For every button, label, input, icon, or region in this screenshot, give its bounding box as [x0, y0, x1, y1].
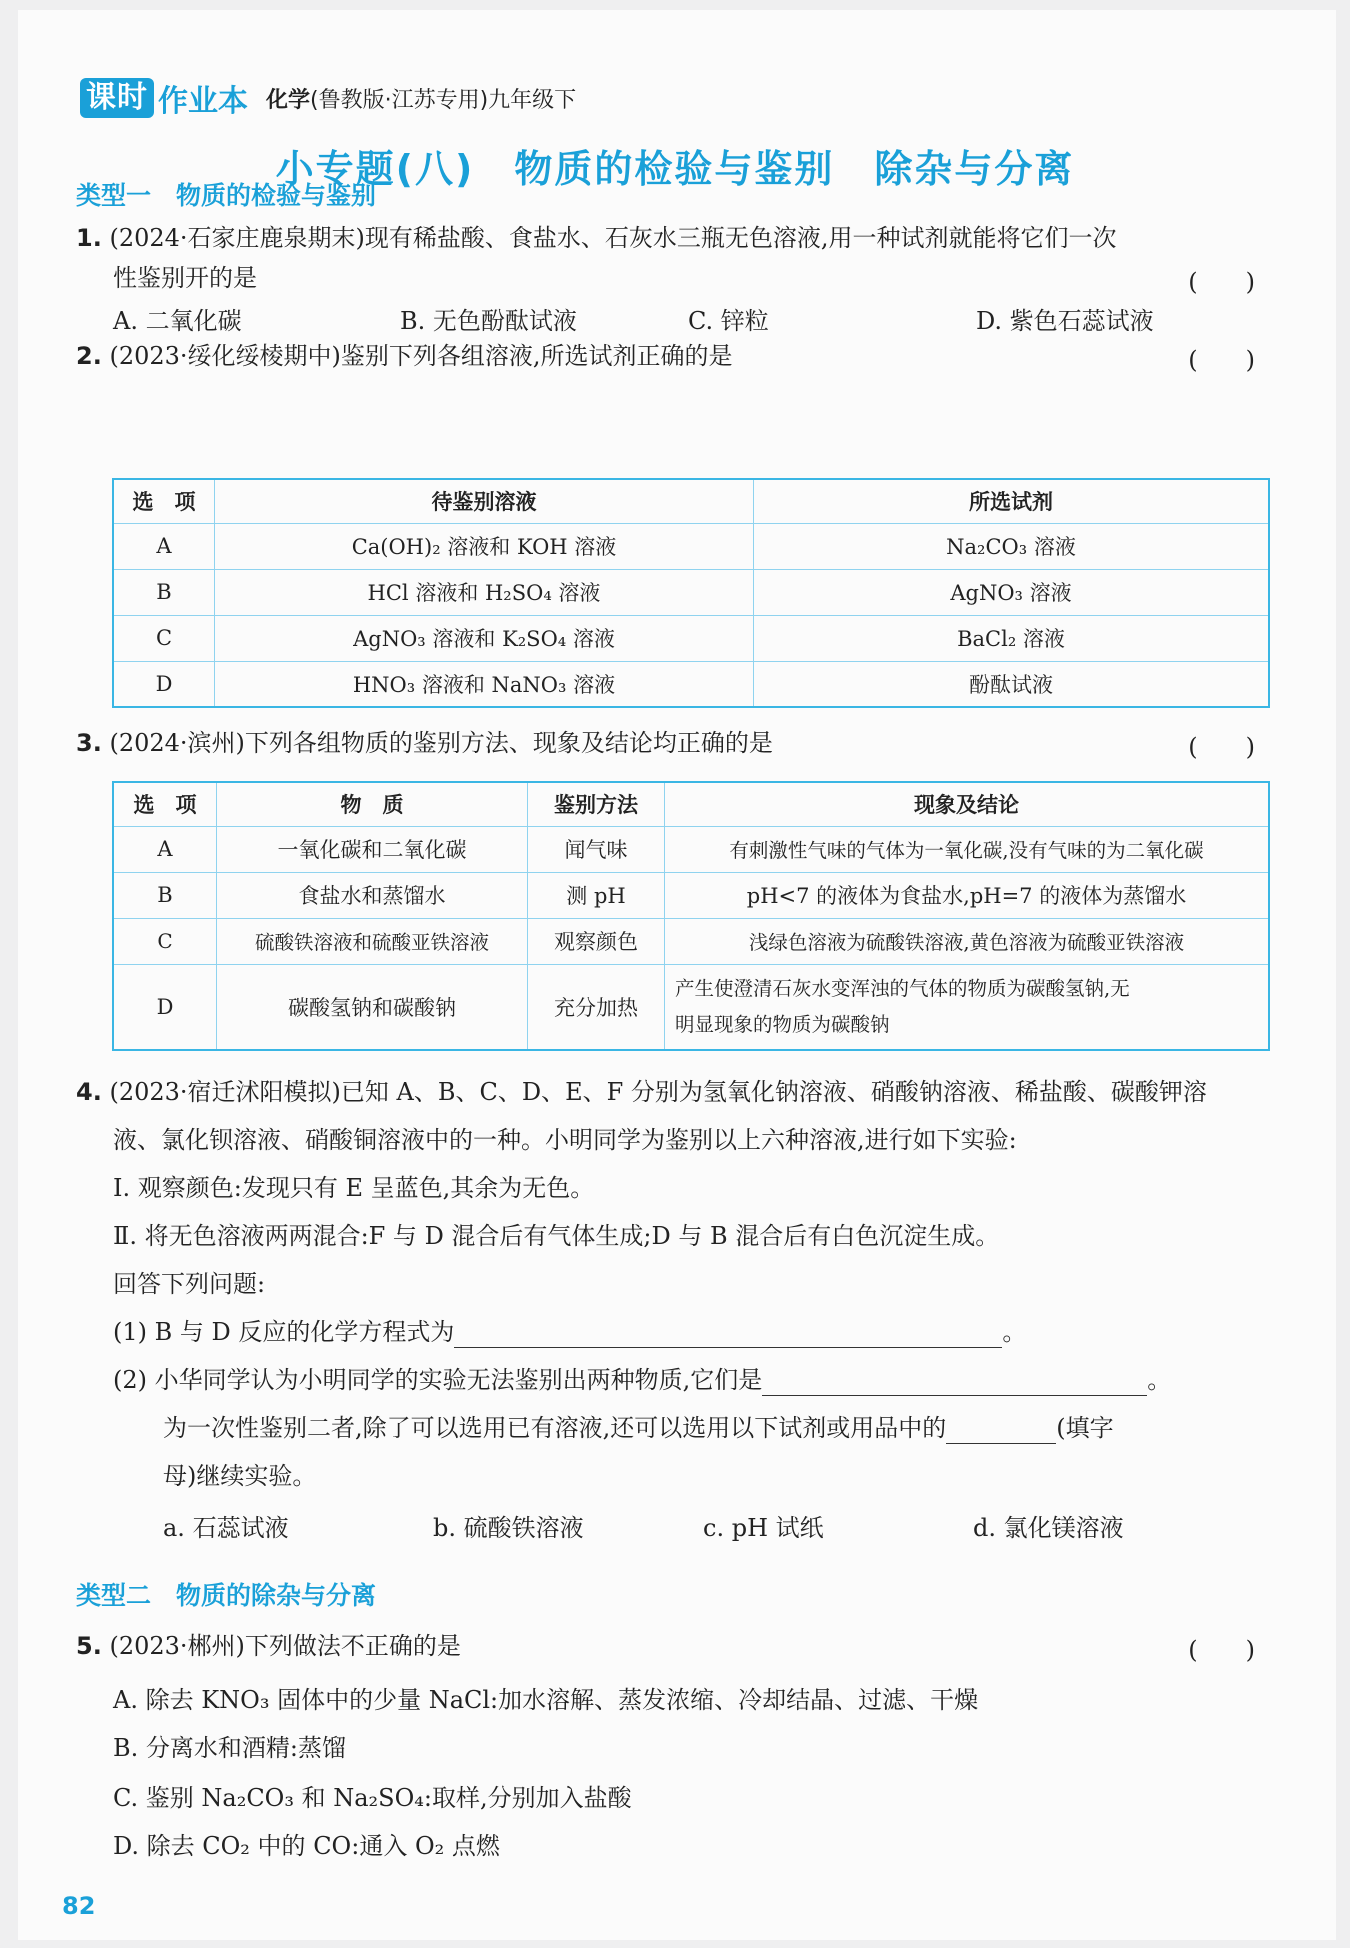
q3-table-header — [113, 782, 1269, 826]
q2-cell: C — [113, 615, 215, 661]
q4-sub2a-blank[interactable] — [762, 1369, 1147, 1396]
q1-number: 1. — [76, 224, 102, 252]
q2-table — [112, 478, 1270, 708]
q4-line1 — [76, 1076, 1207, 1108]
subject: 化学 — [266, 87, 311, 113]
q3-cell: 一氧化碳和二氧化碳 — [217, 826, 528, 872]
q4-sub2a-text: (2) 小华同学认为小明同学的实验无法鉴别出两种物质,它们是 — [113, 1366, 763, 1394]
q3-cell: 观察颜色 — [528, 918, 665, 964]
q3-cell: B — [113, 872, 217, 918]
q3-table — [112, 781, 1270, 1051]
header-brand — [80, 78, 576, 118]
section-one-heading: 类型一 物质的检验与鉴别 — [76, 181, 377, 210]
q5-option-d: D. 除去 CO₂ 中的 CO:通入 O₂ 点燃 — [113, 1832, 500, 1860]
q4-sub2b-blank[interactable] — [946, 1417, 1056, 1444]
q3-cell: 硫酸铁溶液和硫酸亚铁溶液 — [217, 918, 528, 964]
q3-text: (2024·滨州)下列各组物质的鉴别方法、现象及结论均正确的是 — [109, 729, 773, 757]
q3-d-line1: 产生使澄清石灰水变浑浊的气体的物质为碳酸氢钠,无 — [675, 976, 1130, 1000]
q4-number: 4. — [76, 1078, 102, 1106]
q4-option-b: b. 硫酸铁溶液 — [433, 1514, 584, 1542]
q1-answer-paren: ( ) — [1188, 268, 1255, 296]
q3-cell: 浅绿色溶液为硫酸铁溶液,黄色溶液为硫酸亚铁溶液 — [665, 918, 1270, 964]
brand-badge: 课时 — [80, 78, 154, 118]
q3-cell: 有刺激性气味的气体为一氧化碳,没有气味的为二氧化碳 — [665, 826, 1270, 872]
q3-th-method: 鉴别方法 — [528, 782, 665, 826]
q2-cell: A — [113, 523, 215, 569]
q5-option-a: A. 除去 KNO₃ 固体中的少量 NaCl:加水溶解、蒸发浓缩、冷却结晶、过滤、干燥 — [113, 1686, 979, 1714]
q3-cell: D — [113, 964, 217, 1050]
section-two-heading: 类型二 物质的除杂与分离 — [76, 1581, 377, 1610]
q2-cell: AgNO₃ 溶液和 K₂SO₄ 溶液 — [215, 615, 754, 661]
q4-text1: (2023·宿迁沭阳模拟)已知 A、B、C、D、E、F 分别为氢氧化钠溶液、硝酸钠溶液、稀盐酸、碳酸钾溶 — [109, 1078, 1207, 1106]
q4-sub1-blank[interactable] — [454, 1321, 1002, 1348]
table-row — [113, 569, 1269, 615]
q2-cell: BaCl₂ 溶液 — [754, 615, 1270, 661]
q4-sub2b — [163, 1412, 1114, 1444]
q2-cell: Ca(OH)₂ 溶液和 KOH 溶液 — [215, 523, 754, 569]
q3-number: 3. — [76, 729, 102, 757]
q2-cell: D — [113, 661, 215, 707]
q5-number: 5. — [76, 1632, 102, 1660]
q2-th-option: 选 项 — [113, 479, 215, 523]
page-number: 82 — [62, 1892, 96, 1920]
q3-th-conclusion: 现象及结论 — [665, 782, 1270, 826]
table-row — [113, 872, 1269, 918]
q2-cell: Na₂CO₃ 溶液 — [754, 523, 1270, 569]
table-row — [113, 615, 1269, 661]
q2-th-reagent: 所选试剂 — [754, 479, 1270, 523]
q4-sub2b-tail: (填字 — [1056, 1414, 1114, 1442]
q2-cell: 酚酞试液 — [754, 661, 1270, 707]
q4-prompt: 回答下列问题: — [113, 1270, 266, 1298]
q2-th-solutions: 待鉴别溶液 — [215, 479, 754, 523]
table-row — [113, 826, 1269, 872]
edition: (鲁教版·江苏专用)九年级下 — [310, 87, 577, 113]
q3-th-option: 选 项 — [113, 782, 217, 826]
table-row — [113, 964, 1269, 1050]
q1-option-a: A. 二氧化碳 — [113, 307, 242, 335]
q1-option-c: C. 锌粒 — [688, 307, 769, 335]
page-title: 小专题(八) 物质的检验与鉴别 除杂与分离 — [275, 147, 1075, 191]
table-row — [113, 661, 1269, 707]
q4-sub1-period: 。 — [1002, 1318, 1027, 1346]
q3-cell: pH<7 的液体为食盐水,pH=7 的液体为蒸馏水 — [665, 872, 1270, 918]
q1-option-d: D. 紫色石蕊试液 — [976, 307, 1154, 335]
q4-step1: Ⅰ. 观察颜色:发现只有 E 呈蓝色,其余为无色。 — [113, 1174, 595, 1202]
q4-option-c: c. pH 试纸 — [703, 1514, 824, 1542]
q4-sub1 — [113, 1316, 1026, 1348]
q4-sub2b-text: 为一次性鉴别二者,除了可以选用已有溶液,还可以选用以下试剂或用品中的 — [163, 1414, 947, 1442]
q4-sub2c: 母)继续实验。 — [163, 1462, 317, 1490]
q3-cell: 测 pH — [528, 872, 665, 918]
q4-line2: 液、氯化钡溶液、硝酸铜溶液中的一种。小明同学为鉴别以上六种溶液,进行如下实验: — [113, 1126, 1017, 1154]
q4-step2: Ⅱ. 将无色溶液两两混合:F 与 D 混合后有气体生成;D 与 B 混合后有白色沉淀生成。 — [113, 1222, 1000, 1250]
q3-cell: 充分加热 — [528, 964, 665, 1050]
q3-line — [76, 727, 773, 759]
q5-option-b: B. 分离水和酒精:蒸馏 — [113, 1734, 346, 1762]
q2-cell: HNO₃ 溶液和 NaNO₃ 溶液 — [215, 661, 754, 707]
q4-option-d: d. 氯化镁溶液 — [973, 1514, 1124, 1542]
q2-answer-paren: ( ) — [1188, 346, 1255, 374]
q2-cell: B — [113, 569, 215, 615]
table-row — [113, 523, 1269, 569]
q3-cell: C — [113, 918, 217, 964]
q2-line — [76, 340, 733, 372]
q2-table-header — [113, 479, 1269, 523]
q1-text1: (2024·石家庄鹿泉期末)现有稀盐酸、食盐水、石灰水三瓶无色溶液,用一种试剂就能将它们一次 — [109, 224, 1117, 252]
q3-cell: 食盐水和蒸馏水 — [217, 872, 528, 918]
q2-cell: AgNO₃ 溶液 — [754, 569, 1270, 615]
q5-option-c: C. 鉴别 Na₂CO₃ 和 Na₂SO₄:取样,分别加入盐酸 — [113, 1784, 632, 1812]
q1-line1 — [76, 222, 1117, 254]
header-subtitle — [266, 83, 576, 114]
q3-cell: A — [113, 826, 217, 872]
q5-answer-paren: ( ) — [1188, 1636, 1255, 1664]
q3-cell: 闻气味 — [528, 826, 665, 872]
q4-sub2a — [113, 1364, 1171, 1396]
q2-cell: HCl 溶液和 H₂SO₄ 溶液 — [215, 569, 754, 615]
q2-text: (2023·绥化绥棱期中)鉴别下列各组溶液,所选试剂正确的是 — [109, 342, 733, 370]
q5-text: (2023·郴州)下列做法不正确的是 — [109, 1632, 461, 1660]
q1-line2: 性鉴别开的是 — [113, 264, 257, 292]
q1-option-b: B. 无色酚酞试液 — [400, 307, 577, 335]
q2-number: 2. — [76, 342, 102, 370]
q3-d-line2: 明显现象的物质为碳酸钠 — [675, 1012, 890, 1036]
q3-cell — [665, 964, 1270, 1050]
q3-answer-paren: ( ) — [1188, 733, 1255, 761]
brand-text: 作业本 — [158, 84, 248, 119]
table-row — [113, 918, 1269, 964]
q4-option-a: a. 石蕊试液 — [163, 1514, 289, 1542]
q5-line — [76, 1630, 461, 1662]
q3-cell: 碳酸氢钠和碳酸钠 — [217, 964, 528, 1050]
q4-sub2a-period: 。 — [1147, 1366, 1172, 1394]
q3-th-substance: 物 质 — [217, 782, 528, 826]
q4-sub1-text: (1) B 与 D 反应的化学方程式为 — [113, 1318, 455, 1346]
